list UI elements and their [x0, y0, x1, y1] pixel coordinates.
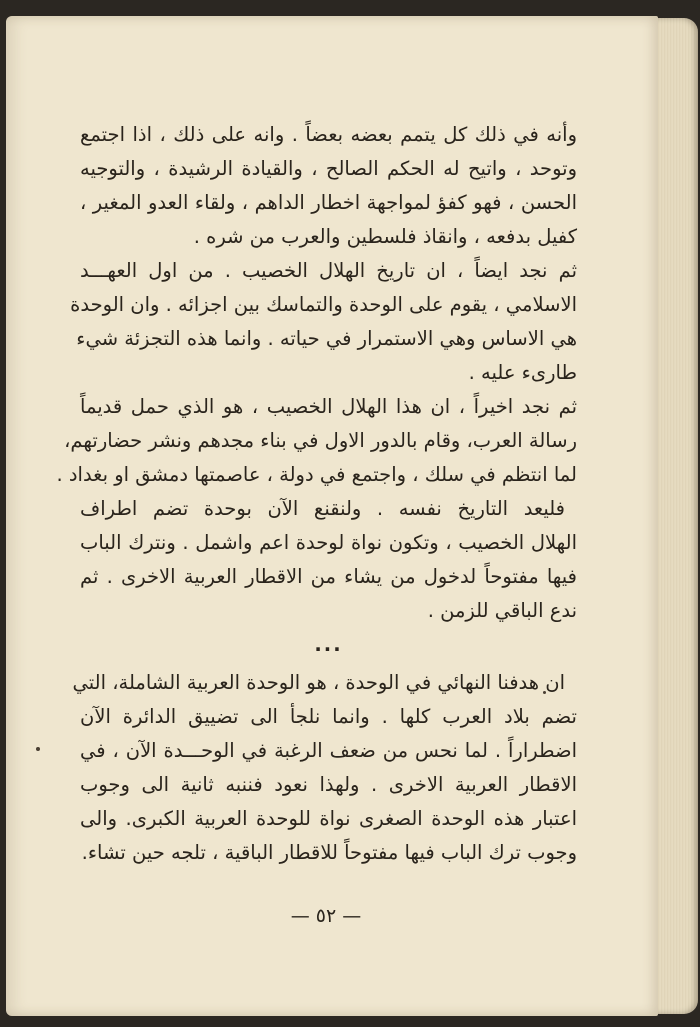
text-line: الاقطار العربية الاخرى . ولهذا نعود فننبه ثانية الى وجوب [80, 773, 577, 796]
text-line: رسالة العرب، وقام بالدور الاول في بناء مجدهم ونشر حضارتهم، [64, 429, 577, 452]
text-line: اضطراراً . لما نحس من ضعف الرغبة في الوحـــدة الآن ، في [80, 739, 577, 762]
text-line: وأنه في ذلك كل يتمم بعضه بعضاً . وانه على ذلك ، اذا اجتمع [80, 123, 577, 146]
text-line: الاسلامي ، يقوم على الوحدة والتماسك بين اجزائه . وان الوحدة [70, 293, 577, 316]
text-line: لما انتظم في سلك ، واجتمع في دولة ، عاصمتها دمشق او بغداد . [56, 463, 577, 486]
text-line: فيها مفتوحاً لدخول من يشاء من الاقطار العربية الاخرى . ثم [80, 565, 577, 588]
text-line: ندع الباقي للزمن . [427, 599, 577, 622]
text-line: هي الاساس وهي الاستمرار في حياته . وانما هذه التجزئة شيء [76, 327, 577, 350]
text-line: ثم نجد ايضاً ، ان تاريخ الهلال الخصيب . من اول العهـــد [80, 259, 577, 282]
text-line: فليعد التاريخ نفسه . ولنقنع الآن بوحدة تضم اطراف [80, 497, 565, 520]
text-line: اعتبار هذه الوحدة الصغرى نواة للوحدة العربية الكبرى. والى [80, 807, 577, 830]
ink-speck [36, 747, 40, 751]
text-line: وتوحد ، واتيح له الحكم الصالح ، والقيادة الرشيدة ، والتوجيه [80, 157, 577, 180]
paragraph [70, 254, 577, 390]
paragraph [56, 390, 577, 492]
text-line: كفيل بدفعه ، وانقاذ فلسطين والعرب من شره . [193, 225, 577, 248]
page-number: — ٥٢ — [290, 905, 362, 927]
paragraph [80, 492, 577, 628]
paragraph [80, 118, 577, 254]
section-separator: ... [314, 633, 343, 656]
body-text [56, 118, 577, 870]
text-line: الهلال الخصيب ، وتكون نواة لوحدة اعم واشمل . ونترك الباب [80, 531, 577, 554]
text-line: ثم نجد اخيراً ، ان هذا الهلال الخصيب ، هو الذي حمل قديماً [80, 395, 577, 418]
text-line: الحسن ، فهو كفؤ لمواجهة اخطار الداهم ، ولقاء العدو المغير ، [80, 191, 577, 214]
text-line: طارىء عليه . [468, 361, 577, 384]
text-line: تضم بلاد العرب كلها . وانما نلجأ الى تضييق الدائرة الآن [80, 705, 577, 728]
paragraph [72, 666, 577, 870]
text-line: وجوب ترك الباب فيها مفتوحاً للاقطار الباقية ، تلجه حين تشاء. [81, 841, 577, 864]
page-edges [652, 18, 698, 1014]
text-line: ان هدفنا النهائي في الوحدة ، هو الوحدة العربية الشاملة، التي [72, 671, 565, 694]
